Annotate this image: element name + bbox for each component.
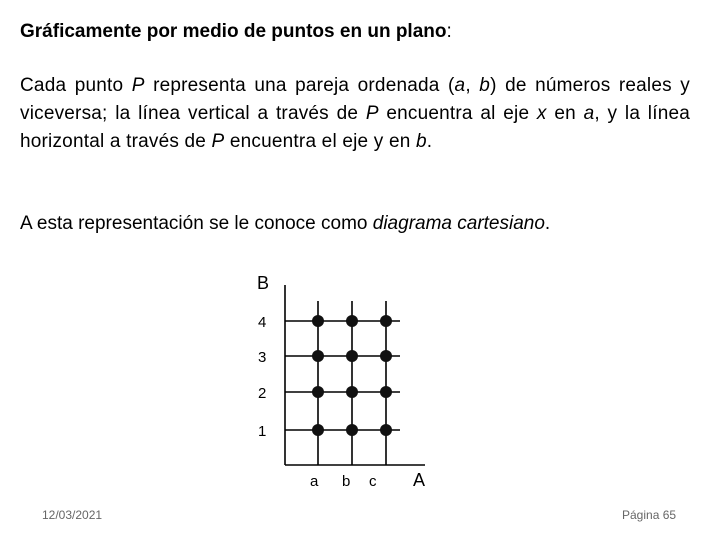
grid-point	[380, 315, 392, 327]
definition-paragraph	[20, 72, 690, 156]
grid-point	[380, 424, 392, 436]
slide-title-suffix: :	[446, 21, 452, 42]
para1-italic: b	[415, 131, 427, 152]
para1-italic: a	[454, 75, 466, 96]
para1-text: representa una pareja ordenada (	[144, 75, 455, 96]
para1-italic: a	[583, 103, 595, 124]
y-tick-label: 1	[258, 423, 267, 440]
para1-text: , y la línea horizontal a través de	[20, 103, 690, 152]
para1-italic: P	[211, 131, 225, 152]
y-tick-label: 3	[258, 349, 267, 366]
grid-point	[346, 424, 358, 436]
grid-point	[346, 386, 358, 398]
x-axis-label: A	[413, 470, 426, 490]
grid-point	[346, 350, 358, 362]
para1-italic: P	[365, 103, 379, 124]
para2-text: .	[544, 213, 551, 234]
x-tick-label: b	[342, 473, 351, 490]
para1-text: Cada punto	[20, 75, 132, 96]
grid-point	[312, 386, 324, 398]
footer-date: 12/03/2021	[42, 508, 103, 522]
x-tick-label: c	[369, 473, 377, 490]
para1-text: encuentra al eje	[378, 103, 537, 124]
para1-text: ,	[465, 75, 480, 96]
y-tick-label: 4	[258, 314, 267, 331]
para2-text: A esta representación se le conoce como	[20, 213, 373, 234]
grid-point	[312, 424, 324, 436]
cartesian-diagram	[245, 265, 445, 495]
grid-point	[312, 315, 324, 327]
para1-text: .	[426, 131, 433, 152]
y-tick-label: 2	[258, 385, 267, 402]
para1-italic: b	[479, 75, 491, 96]
grid-point	[380, 350, 392, 362]
para2-italic: diagrama cartesiano	[372, 213, 545, 234]
cartesian-paragraph	[20, 210, 700, 238]
para1-text: encuentra el eje y en	[224, 131, 416, 152]
grid-point	[312, 350, 324, 362]
grid-point	[346, 315, 358, 327]
slide-title-text: Gráficamente por medio de puntos en un plano	[20, 21, 447, 42]
para1-italic: x	[536, 103, 547, 124]
para1-text: ) de números reales y viceversa; la línea vertical a través de	[20, 75, 690, 124]
para1-italic: P	[131, 75, 145, 96]
footer-page-number: Página 65	[622, 508, 677, 522]
y-axis-label: B	[257, 273, 270, 293]
grid-point	[380, 386, 392, 398]
para1-text: en	[546, 103, 584, 124]
slide-title	[20, 18, 452, 46]
x-tick-label: a	[310, 473, 319, 490]
